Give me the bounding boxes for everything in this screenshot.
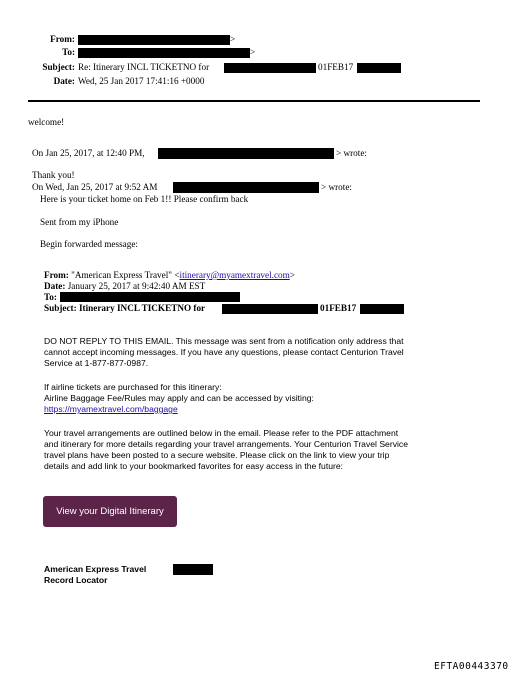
header-divider bbox=[28, 100, 480, 102]
fwd-to-label: To: bbox=[44, 292, 57, 302]
fwd-date-value: January 25, 2017 at 9:42:40 AM EST bbox=[67, 281, 206, 291]
fwd-subject-suffix: 01FEB17 bbox=[320, 303, 357, 313]
document-id: EFTA00443370 bbox=[434, 661, 509, 672]
disclaimer-line-2: cannot accept incoming messages. If you have any questions, please contact Centurion Travel bbox=[44, 347, 404, 357]
disclaimer-line-3: Service at 1-877-877-0987. bbox=[44, 358, 149, 368]
to-label: To: bbox=[62, 47, 75, 57]
from-tail: > bbox=[230, 34, 236, 44]
redacted-to bbox=[78, 48, 250, 58]
subject-suffix: 01FEB17 bbox=[318, 62, 354, 72]
arrangements-line-2: and itinerary for more details regarding your travel arrangements. Your Centurion Travel Service bbox=[44, 439, 408, 449]
arrangements-line-4: details and add link to your bookmarked favorites for easy access in the future: bbox=[44, 461, 344, 471]
fwd-date-label: Date: bbox=[44, 281, 66, 291]
disclaimer-line-1: DO NOT REPLY TO THIS EMAIL. This message was sent from a notification only address that bbox=[44, 336, 404, 346]
fwd-subject-prefix: Itinerary INCL TICKETNO for bbox=[78, 303, 206, 313]
arrangements-line-3: travel plans have been posted to a secure website. Please click on the link to view your trip bbox=[44, 450, 390, 460]
from-label: From: bbox=[50, 34, 75, 44]
date-value: Wed, 25 Jan 2017 17:41:16 +0000 bbox=[78, 76, 205, 86]
fwd-subject-label: Subject: bbox=[44, 303, 77, 313]
forwarded-text: Begin forwarded message: bbox=[40, 239, 138, 249]
fwd-date-line bbox=[44, 281, 205, 292]
ticket-line: Here is your ticket home on Feb 1!! Please confirm back bbox=[40, 194, 249, 204]
fwd-from-email-link[interactable]: itinerary@myamextravel.com bbox=[179, 270, 290, 280]
subject-label: Subject: bbox=[42, 62, 75, 72]
quote1-prefix: On Jan 25, 2017, at 12:40 PM, bbox=[32, 148, 145, 158]
redacted-subject-ticket bbox=[357, 63, 401, 73]
fwd-from-value: "American Express Travel" < bbox=[71, 270, 180, 280]
baggage-line-1: If airline tickets are purchased for this itinerary: bbox=[44, 382, 222, 392]
signature-company: American Express Travel bbox=[44, 564, 147, 574]
redacted-from bbox=[78, 35, 230, 45]
fwd-subject-line bbox=[44, 303, 205, 314]
baggage-line-2: Airline Baggage Fee/Rules may apply and can be accessed by visiting: bbox=[44, 393, 314, 403]
redacted-fwd-subject-ticket bbox=[360, 304, 404, 314]
quote2-prefix: On Wed, Jan 25, 2017 at 9:52 AM bbox=[32, 182, 158, 192]
signature-record-locator: Record Locator bbox=[44, 575, 108, 585]
thank-you-text: Thank you! bbox=[32, 170, 75, 180]
quote2-suffix: > wrote: bbox=[321, 182, 352, 192]
date-label: Date: bbox=[53, 76, 75, 86]
view-digital-itinerary-button[interactable]: View your Digital Itinerary bbox=[43, 496, 177, 527]
redacted-fwd-to bbox=[60, 292, 240, 302]
welcome-text: welcome! bbox=[28, 117, 65, 127]
fwd-from-label: From: bbox=[44, 270, 69, 280]
sent-from-text: Sent from my iPhone bbox=[40, 217, 119, 227]
redacted-quote1-sender bbox=[158, 148, 334, 159]
baggage-link[interactable]: https://myamextravel.com/baggage bbox=[44, 404, 178, 414]
arrangements-line-1: Your travel arrangements are outlined below in the email. Please refer to the PDF attachment bbox=[44, 428, 399, 438]
redacted-fwd-subject-name bbox=[222, 304, 318, 314]
fwd-from-line bbox=[44, 270, 295, 281]
redacted-record-locator bbox=[173, 564, 213, 575]
redacted-quote2-sender bbox=[173, 182, 319, 193]
subject-prefix: Re: Itinerary INCL TICKETNO for bbox=[78, 62, 210, 72]
redacted-subject-name bbox=[224, 63, 316, 73]
quote1-suffix: > wrote: bbox=[336, 148, 367, 158]
fwd-from-close: > bbox=[289, 270, 295, 280]
to-tail: > bbox=[250, 47, 256, 57]
